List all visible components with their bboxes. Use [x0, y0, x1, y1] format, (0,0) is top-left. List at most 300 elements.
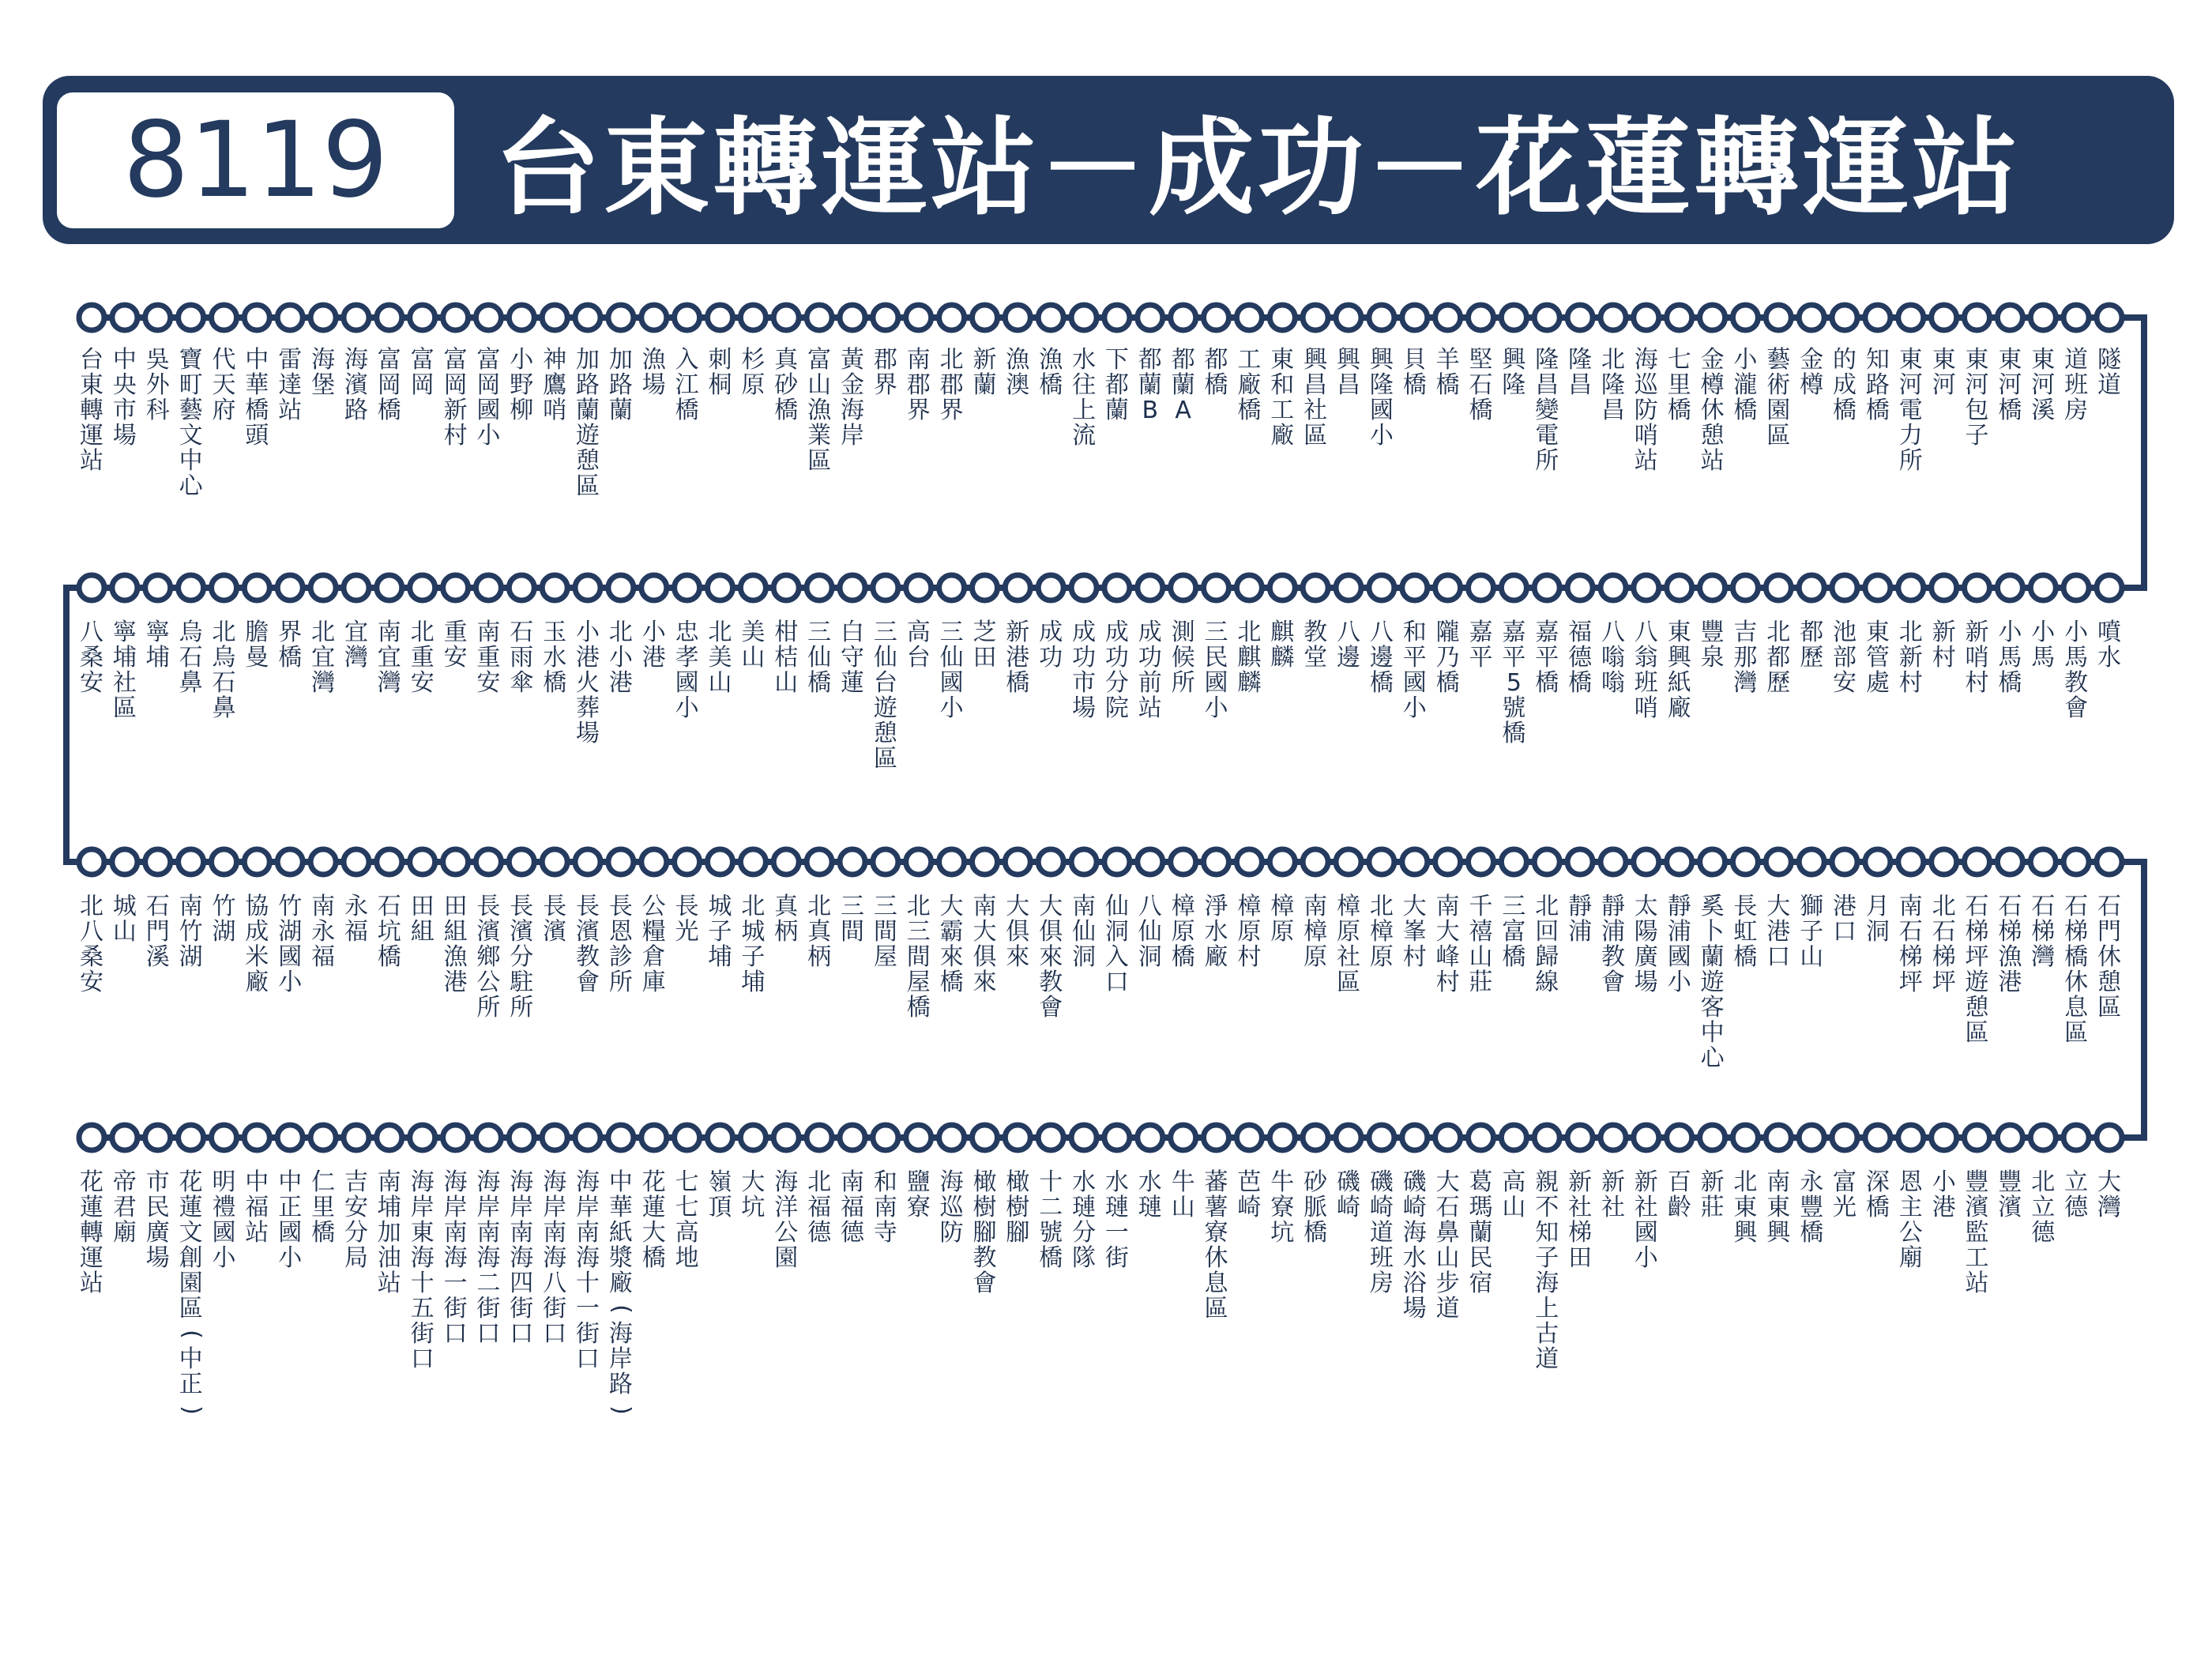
stop-label: 石 門 休 憩 區: [2097, 893, 2121, 1021]
stop-marker: [641, 575, 667, 600]
stop-marker: [641, 1125, 667, 1150]
stop-marker: [1667, 1125, 1692, 1150]
stop-marker: [179, 305, 204, 330]
stop-label: 真 柄: [774, 893, 799, 946]
stop-label: 中 華 橋 頭: [245, 346, 269, 450]
stop-marker: [212, 575, 237, 600]
stop-label: 噴 水: [2097, 619, 2121, 672]
stop-label: 海 洋 公 園: [774, 1168, 799, 1272]
stop-marker: [773, 575, 799, 600]
stop-label: 南 大 俱 來: [972, 893, 997, 996]
stop-marker: [476, 305, 501, 330]
stop-label: 長 虹 橋: [1733, 893, 1758, 971]
stop-marker: [1104, 305, 1130, 330]
stop-marker: [1469, 575, 1494, 600]
stop-label: 藝 術 園 區: [1766, 346, 1791, 450]
stop-label: 興 隆: [1502, 346, 1526, 399]
stop-marker: [212, 1125, 237, 1150]
stop-marker: [773, 305, 799, 330]
stop-marker: [972, 575, 998, 600]
stop-label: 仙 洞 入 口: [1104, 893, 1129, 996]
stop-marker: [972, 849, 998, 875]
stop-marker: [708, 849, 733, 875]
stop-marker: [344, 1125, 369, 1150]
stop-marker: [145, 305, 171, 330]
stop-marker: [840, 305, 865, 330]
stop-marker: [344, 575, 369, 600]
stop-marker: [1997, 1125, 2022, 1150]
stop-marker: [410, 305, 435, 330]
stop-label: 東 河 溪: [2031, 346, 2056, 424]
stop-marker: [939, 849, 965, 875]
stop-label: 磯 崎 海 水 浴 場: [1402, 1168, 1427, 1322]
stop-marker: [1171, 1125, 1196, 1150]
stop-marker: [542, 849, 567, 875]
stop-marker: [1898, 305, 1924, 330]
stop-label: 豐 濱: [1998, 1168, 2022, 1221]
stop-marker: [1336, 849, 1361, 875]
stop-marker: [443, 305, 468, 330]
stop-label: 竹 湖 國 小: [278, 893, 303, 996]
stop-label: 北 重 安: [410, 619, 434, 697]
stop-marker: [1469, 1125, 1494, 1150]
stop-marker: [145, 1125, 171, 1150]
stop-label: 真 砂 橋: [774, 346, 799, 424]
stop-label: 新 哨 村: [1965, 619, 1989, 697]
stop-label: 吉 安 分 局: [344, 1168, 368, 1272]
stop-label: 南 永 福: [311, 893, 336, 971]
stop-marker: [1700, 849, 1725, 875]
stop-label: 黃 金 海 岸: [841, 346, 864, 450]
stop-label: 明 禮 國 小: [212, 1168, 236, 1272]
stop-label: 南 大 峰 村: [1435, 893, 1460, 996]
stop-label: 水 往 上 流: [1072, 346, 1097, 450]
stop-marker: [1965, 1125, 1990, 1150]
stop-label: 北 樟 原: [1369, 893, 1394, 971]
stop-marker: [112, 575, 137, 600]
stop-marker: [1965, 849, 1990, 875]
stop-marker: [2030, 305, 2056, 330]
stop-marker: [1865, 849, 1890, 875]
stop-label: 橄 樹 腳 教 會: [972, 1168, 997, 1297]
stop-label: 北 郡 界: [939, 346, 964, 424]
stop-label: 鹽 寮: [906, 1168, 931, 1221]
stop-marker: [740, 575, 766, 600]
stop-label: 北 立 德: [2031, 1168, 2056, 1247]
stop-label: 獅 子 山: [1800, 893, 1824, 971]
stop-marker: [1270, 305, 1295, 330]
stop-marker: [873, 575, 898, 600]
stop-marker: [1865, 575, 1890, 600]
route-number: 8119: [122, 100, 389, 221]
stop-marker: [675, 305, 700, 330]
stop-marker: [939, 305, 965, 330]
stop-marker: [112, 1125, 137, 1150]
stop-label: 長 濱 鄉 公 所: [476, 893, 501, 1021]
stop-marker: [1567, 849, 1593, 875]
stop-label: 靜 浦: [1568, 893, 1593, 946]
stop-marker: [1336, 575, 1361, 600]
stop-marker: [1270, 849, 1295, 875]
stop-label: 南 石 梯 坪: [1898, 893, 1923, 996]
stop-marker: [1369, 305, 1394, 330]
stop-label: 城 山: [112, 893, 137, 946]
stop-marker: [310, 1125, 336, 1150]
stop-label: 小 馬: [2031, 619, 2056, 672]
stop-marker: [840, 575, 865, 600]
stop-marker: [1534, 305, 1559, 330]
stop-label: 入 江 橋: [675, 346, 699, 424]
stop-label: 水 璉: [1138, 1168, 1162, 1221]
stop-marker: [1270, 1125, 1295, 1150]
stop-label: 砂 脈 橋: [1304, 1168, 1328, 1247]
stop-marker: [1270, 575, 1295, 600]
stop-label: 大 石 鼻 山 步 道: [1435, 1168, 1460, 1322]
stop-marker: [675, 1125, 700, 1150]
stop-label: 牛 寮 坑: [1270, 1168, 1295, 1247]
stop-marker: [1732, 305, 1758, 330]
stop-marker: [2030, 849, 2056, 875]
stop-marker: [1236, 1125, 1262, 1150]
stop-label: 南 重 安: [476, 619, 501, 697]
stop-label: 大 俱 來: [1006, 893, 1030, 971]
stop-marker: [1435, 849, 1461, 875]
stop-label: 郡 界: [873, 346, 897, 399]
stop-marker: [344, 849, 369, 875]
stop-marker: [840, 849, 865, 875]
stop-marker: [1171, 575, 1196, 600]
stop-marker: [1997, 305, 2022, 330]
stop-marker: [708, 305, 733, 330]
stop-marker: [476, 849, 501, 875]
stop-label: 新 蘭: [972, 346, 997, 399]
stop-marker: [1369, 575, 1394, 600]
stop-marker: [377, 305, 402, 330]
stop-label: 小 馬 橋: [1998, 619, 2022, 697]
stop-label: 三 民 國 小: [1204, 619, 1228, 722]
stop-label: 新 社: [1601, 1168, 1625, 1221]
stop-label: 葛 瑪 蘭 民 宿: [1469, 1168, 1493, 1297]
stop-label: 海 岸 南 海 二 街 口: [476, 1168, 501, 1348]
stop-label: 海 岸 南 海 八 街 口: [543, 1168, 567, 1348]
stop-marker: [1138, 849, 1163, 875]
stop-label: 長 光: [675, 893, 699, 946]
stop-marker: [179, 849, 204, 875]
stop-label: 北 八 桑 安: [80, 893, 103, 996]
stop-label: 福 德 橋: [1568, 619, 1593, 697]
stop-label: 東 河: [1932, 346, 1956, 399]
stop-label: 羊 橋: [1435, 346, 1460, 399]
stop-marker: [939, 1125, 965, 1150]
stop-label: 隴 乃 橋: [1435, 619, 1460, 697]
stop-marker: [575, 305, 600, 330]
stop-label: 中 華 紙 漿 廠 ( 海 岸 路 ): [607, 1168, 635, 1415]
stop-label: 七 七 高 地: [675, 1168, 699, 1272]
stop-label: 長 濱 分 駐 所: [510, 893, 534, 1021]
stop-marker: [906, 1125, 931, 1150]
stop-marker: [740, 849, 766, 875]
stop-label: 南 東 興: [1766, 1168, 1791, 1247]
stop-marker: [1303, 849, 1328, 875]
stop-label: 興 昌: [1337, 346, 1360, 399]
stop-label: 貝 橋: [1402, 346, 1427, 399]
stop-label: 帝 君 廟: [112, 1168, 137, 1247]
stop-marker: [310, 575, 336, 600]
stop-marker: [773, 1125, 799, 1150]
stop-label: 北 新 村: [1898, 619, 1923, 697]
stop-label: 麒 麟: [1270, 619, 1295, 672]
stop-marker: [79, 305, 104, 330]
stop-label: 淨 水 廠: [1204, 893, 1228, 971]
stop-label: 新 港 橋: [1006, 619, 1030, 697]
stop-marker: [1799, 1125, 1824, 1150]
stop-marker: [1005, 1125, 1030, 1150]
stop-marker: [1336, 305, 1361, 330]
stop-marker: [840, 1125, 865, 1150]
stop-marker: [641, 305, 667, 330]
stop-label: 玉 水 橋: [543, 619, 567, 697]
stop-label: 都 歷: [1800, 619, 1824, 672]
stop-marker: [1667, 575, 1692, 600]
stop-marker: [2097, 1125, 2122, 1150]
stop-label: 立 德: [2064, 1168, 2089, 1221]
stop-marker: [277, 849, 303, 875]
stop-label: 中 福 站: [245, 1168, 269, 1247]
stop-label: 柑 桔 山: [774, 619, 799, 697]
stop-marker: [1236, 849, 1262, 875]
stop-label: 的 成 橋: [1833, 346, 1856, 424]
stop-label: 石 坑 橋: [377, 893, 401, 971]
stop-label: 橄 樹 腳: [1006, 1168, 1030, 1247]
stop-marker: [1402, 1125, 1428, 1150]
stop-label: 漁 澳: [1006, 346, 1030, 399]
stop-label: 海 岸 南 海 十 一 街 口: [576, 1168, 600, 1373]
stop-marker: [509, 1125, 534, 1150]
stop-label: 三 間: [841, 893, 864, 946]
stop-marker: [542, 305, 567, 330]
stop-label: 北 美 山: [708, 619, 732, 697]
stop-marker: [79, 575, 104, 600]
stop-label: 八 嗡 嗡: [1601, 619, 1625, 697]
stop-marker: [1369, 849, 1394, 875]
stop-marker: [1501, 1125, 1526, 1150]
stop-marker: [641, 849, 667, 875]
stop-marker: [1038, 849, 1063, 875]
stop-marker: [675, 575, 700, 600]
stop-marker: [1171, 849, 1196, 875]
stop-marker: [1005, 849, 1030, 875]
stop-label: 富 山 漁 業 區: [807, 346, 832, 475]
stop-label: 嘉 平 橋: [1535, 619, 1559, 697]
stop-marker: [1204, 575, 1229, 600]
stop-marker: [244, 575, 269, 600]
stop-label: 三 間 屋: [873, 893, 897, 971]
stop-marker: [2063, 305, 2089, 330]
stop-marker: [1634, 849, 1659, 875]
stop-marker: [1071, 575, 1097, 600]
stop-label: 和 平 國 小: [1402, 619, 1427, 722]
stop-marker: [1700, 575, 1725, 600]
stop-marker: [740, 305, 766, 330]
stop-label: 隧 道: [2097, 346, 2121, 399]
stop-label: 寶 町 藝 文 中 心: [179, 346, 203, 500]
stop-label: 小 野 柳: [510, 346, 534, 424]
stop-marker: [1104, 575, 1130, 600]
stop-label: 金 樽: [1800, 346, 1824, 399]
stop-marker: [1732, 575, 1758, 600]
stop-marker: [1634, 1125, 1659, 1150]
stop-label: 港 口: [1833, 893, 1856, 946]
stop-marker: [1766, 849, 1791, 875]
stop-label: 北 石 梯 坪: [1932, 893, 1956, 996]
stop-label: 三 仙 橋: [807, 619, 832, 697]
stop-label: 南 竹 湖: [179, 893, 203, 971]
stop-marker: [807, 1125, 832, 1150]
stop-marker: [1965, 305, 1990, 330]
stop-marker: [410, 575, 435, 600]
stop-label: 興 隆 國 小: [1369, 346, 1394, 450]
stop-label: 八 仙 洞: [1138, 893, 1162, 971]
stop-marker: [112, 849, 137, 875]
stop-marker: [740, 1125, 766, 1150]
stop-marker: [1138, 1125, 1163, 1150]
stop-marker: [1732, 1125, 1758, 1150]
stop-label: 樟 原 村: [1237, 893, 1262, 971]
stop-marker: [1997, 575, 2022, 600]
stop-label: 高 台: [906, 619, 931, 672]
stop-label: 成 功 前 站: [1138, 619, 1162, 722]
stop-label: 北 福 德: [807, 1168, 832, 1247]
stop-label: 樟 原 橋: [1171, 893, 1195, 971]
stop-marker: [1634, 305, 1659, 330]
stop-marker: [509, 305, 534, 330]
stop-label: 小 港: [1932, 1168, 1956, 1221]
stop-marker: [1071, 849, 1097, 875]
stop-marker: [1667, 305, 1692, 330]
stop-label: 都 蘭 A: [1171, 346, 1195, 424]
stop-label: 北 都 歷: [1766, 619, 1791, 697]
stop-label: 長 恩 診 所: [608, 893, 633, 996]
stop-label: 八 翁 班 哨: [1634, 619, 1658, 722]
stop-label: 中 正 國 小: [278, 1168, 303, 1272]
stop-label: 協 成 米 廠: [245, 893, 269, 996]
stop-label: 海 岸 南 海 一 街 口: [443, 1168, 468, 1348]
stop-label: 加 路 蘭 遊 憩 區: [576, 346, 600, 500]
stop-marker: [1469, 305, 1494, 330]
stop-label: 池 部 安: [1833, 619, 1856, 697]
stop-label: 嘉 平 5 號 橋: [1502, 619, 1526, 747]
stop-marker: [1435, 1125, 1461, 1150]
stop-label: 太 陽 廣 場: [1634, 893, 1658, 996]
stop-label: 北 東 興: [1733, 1168, 1758, 1247]
stop-label: 親 不 知 子 海 上 古 道: [1535, 1168, 1559, 1373]
stop-marker: [1005, 305, 1030, 330]
stop-label: 北 宜 灣: [311, 619, 336, 697]
stop-label: 漁 橋: [1039, 346, 1063, 399]
stop-marker: [410, 849, 435, 875]
stop-marker: [244, 1125, 269, 1150]
stop-marker: [377, 1125, 402, 1150]
stop-marker: [1236, 305, 1262, 330]
stop-label: 宜 灣: [344, 619, 368, 672]
stop-label: 道 班 房: [2064, 346, 2089, 424]
stop-label: 南 宜 灣: [377, 619, 401, 697]
stop-label: 中 央 市 場: [112, 346, 137, 450]
stop-label: 代 天 府: [212, 346, 236, 424]
stop-marker: [1766, 575, 1791, 600]
stop-label: 白 守 蓮: [841, 619, 864, 697]
stop-marker: [608, 575, 634, 600]
stop-label: 石 雨 傘: [510, 619, 534, 697]
stop-marker: [1204, 1125, 1229, 1150]
stop-marker: [179, 575, 204, 600]
stop-marker: [244, 305, 269, 330]
stop-label: 芝 田: [972, 619, 997, 672]
stop-marker: [1534, 849, 1559, 875]
stop-marker: [410, 1125, 435, 1150]
stop-marker: [1965, 575, 1990, 600]
stop-marker: [443, 1125, 468, 1150]
stop-marker: [1601, 1125, 1626, 1150]
stop-label: 雷 達 站: [278, 346, 303, 424]
stop-label: 海 巡 防 哨 站: [1634, 346, 1658, 475]
stop-label: 北 三 間 屋 橋: [906, 893, 931, 1021]
stop-label: 海 岸 東 海 十 五 街 口: [410, 1168, 434, 1373]
stop-label: 嘉 平: [1469, 619, 1493, 672]
stop-label: 富 岡 橋: [377, 346, 401, 424]
stop-marker: [1501, 849, 1526, 875]
stop-marker: [509, 575, 534, 600]
stop-marker: [1204, 305, 1229, 330]
stop-marker: [807, 849, 832, 875]
stop-label: 水 璉 一 街: [1104, 1168, 1129, 1272]
stop-marker: [2063, 1125, 2089, 1150]
stop-marker: [1402, 305, 1428, 330]
stop-label: 新 社 梯 田: [1568, 1168, 1593, 1272]
stop-marker: [79, 1125, 104, 1150]
stop-marker: [2063, 849, 2089, 875]
stop-label: 小 港: [641, 619, 666, 672]
stop-label: 興 昌 社 區: [1304, 346, 1328, 450]
stop-label: 新 莊: [1700, 1168, 1725, 1221]
stop-marker: [310, 305, 336, 330]
stop-label: 大 霸 來 橋: [939, 893, 964, 996]
stop-label: 八 桑 安: [80, 619, 103, 697]
stop-marker: [112, 305, 137, 330]
stop-label: 界 橋: [278, 619, 303, 672]
stop-label: 石 梯 灣: [2031, 893, 2056, 971]
stop-label: 富 岡: [410, 346, 434, 399]
stop-label: 大 峯 村: [1402, 893, 1427, 971]
stop-marker: [773, 849, 799, 875]
stop-marker: [1997, 849, 2022, 875]
stop-marker: [377, 849, 402, 875]
stop-label: 長 濱: [543, 893, 567, 946]
stop-label: 成 功: [1039, 619, 1063, 672]
stop-marker: [1932, 305, 1957, 330]
stop-marker: [1435, 575, 1461, 600]
stop-label: 東 興 紙 廠: [1667, 619, 1691, 722]
stop-marker: [708, 1125, 733, 1150]
stop-label: 七 里 橋: [1667, 346, 1691, 424]
stop-marker: [310, 849, 336, 875]
stop-label: 忠 孝 國 小: [675, 619, 699, 722]
stop-label: 東 河 橋: [1998, 346, 2022, 424]
stop-label: 石 梯 坪 遊 憩 區: [1965, 893, 1989, 1047]
stop-label: 南 郡 界: [906, 346, 931, 424]
stop-marker: [1138, 575, 1163, 600]
stop-label: 大 俱 來 教 會: [1039, 893, 1063, 1021]
